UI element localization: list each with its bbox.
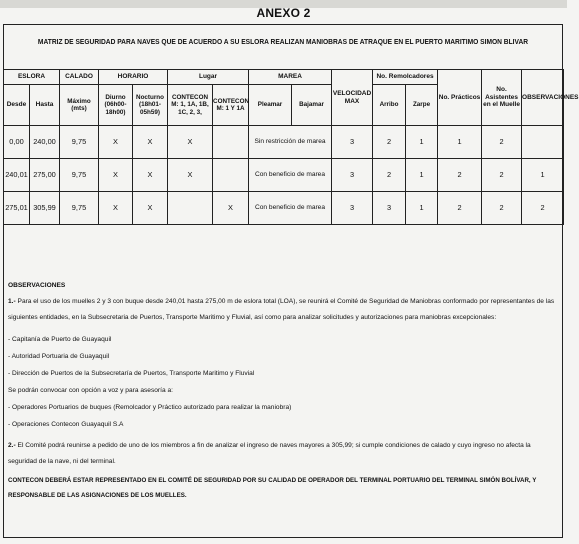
- cell-diurno: X: [99, 192, 133, 225]
- cell-observaciones: 2: [522, 192, 564, 225]
- cell-velocidad: 3: [332, 126, 373, 159]
- cell-diurno: X: [99, 126, 133, 159]
- observation-item-1: [8, 294, 556, 326]
- cell-contecon-2: [213, 159, 249, 192]
- observation-item-2-text: El Comité podrá reunirse a pedido de uno de los miembros a fin de analizar el ingreso de naves mayores a 305,99; si cumple condiciones de calado y cuyo ingreso no afecta la seguridad de la nave, ni del terminal.: [8, 442, 531, 465]
- cell-observaciones: [522, 126, 564, 159]
- cell-nocturno: X: [133, 192, 168, 225]
- invite-intro: Se podrán convocar con opción a voz y para asesoría a:: [8, 387, 173, 394]
- table-row: [4, 159, 564, 192]
- header-marea: MAREA: [249, 70, 332, 85]
- invitee-item: - Operaciones Contecon Guayaquil S.A: [8, 421, 124, 428]
- cell-practicos: 1: [438, 126, 482, 159]
- header-contecon-2: CONTECON M: 1 Y 1A: [213, 85, 249, 126]
- cell-asistentes: 2: [482, 159, 522, 192]
- cell-calado: 9,75: [60, 159, 99, 192]
- header-bajamar: Bajamar: [292, 85, 332, 126]
- header-observaciones: OBSERVACIONES: [522, 70, 564, 126]
- header-calado: CALADO: [60, 70, 99, 85]
- cell-contecon-1: X: [168, 159, 213, 192]
- header-hasta: Hasta: [30, 85, 60, 126]
- cell-desde: 275,01: [4, 192, 30, 225]
- cell-zarpe: 1: [406, 192, 438, 225]
- entity-item: - Dirección de Puertos de la Subsecretaría de Puertos, Transporte Maritimo y Fluvial: [8, 370, 255, 377]
- header-practicos: No. Prácticos: [438, 70, 482, 126]
- final-note: CONTECON DEBERÁ ESTAR REPRESENTADO EN EL COMITÉ DE SEGURIDAD POR SU CALIDAD DE OPERADOR DEL TERMINAL PORTUARIO DEL TERMINAL SIMÓN BOLÍVAR, Y RESPONSABLE DE LAS ASIGNACIONES DE LOS MUELLES.: [8, 477, 537, 499]
- observation-item-2: [8, 438, 556, 470]
- cell-velocidad: 3: [332, 159, 373, 192]
- header-maximo: Máximo (mts): [60, 85, 99, 126]
- cell-arribo: 2: [373, 159, 406, 192]
- cell-calado: 9,75: [60, 126, 99, 159]
- cell-asistentes: 2: [482, 192, 522, 225]
- cell-zarpe: 1: [406, 159, 438, 192]
- annex-title: ANEXO 2: [256, 6, 311, 20]
- security-matrix-table: [3, 69, 579, 225]
- cell-hasta: 305,99: [30, 192, 60, 225]
- cell-asistentes: 2: [482, 126, 522, 159]
- invitee-item: - Operadores Portuarios de buques (Remolcador y Práctico autorizado para realizar la maniobra): [8, 404, 292, 411]
- cell-zarpe: 1: [406, 126, 438, 159]
- cell-nocturno: X: [133, 126, 168, 159]
- header-zarpe: Zarpe: [406, 85, 438, 126]
- observation-item-2-number: 2.-: [8, 442, 16, 449]
- header-horario: HORARIO: [99, 70, 168, 85]
- cell-desde: 240,01: [4, 159, 30, 192]
- cell-practicos: 2: [438, 192, 482, 225]
- header-arribo: Arribo: [373, 85, 406, 126]
- header-asistentes: No. Asistentes en el Muelle: [482, 70, 522, 126]
- cell-practicos: 2: [438, 159, 482, 192]
- cell-contecon-2: X: [213, 192, 249, 225]
- cell-velocidad: 3: [332, 192, 373, 225]
- cell-contecon-2: [213, 126, 249, 159]
- cell-hasta: 240,00: [30, 126, 60, 159]
- table-row: [4, 192, 564, 225]
- cell-arribo: 3: [373, 192, 406, 225]
- header-desde: Desde: [4, 85, 30, 126]
- cell-arribo: 2: [373, 126, 406, 159]
- cell-nocturno: X: [133, 159, 168, 192]
- header-diurno: Diurno (06h00-18h00): [99, 85, 133, 126]
- header-lugar: Lugar: [168, 70, 249, 85]
- cell-marea: Sin restricción de marea: [249, 126, 332, 159]
- observations-title: OBSERVACIONES: [8, 282, 66, 289]
- cell-diurno: X: [99, 159, 133, 192]
- cell-contecon-1: [168, 192, 213, 225]
- header-contecon-1: CONTECON M: 1, 1A, 1B, 1C, 2, 3,: [168, 85, 213, 126]
- cell-contecon-1: X: [168, 126, 213, 159]
- header-eslora: ESLORA: [4, 70, 60, 85]
- header-pleamar: Pleamar: [249, 85, 292, 126]
- document-frame: [3, 24, 579, 538]
- cell-desde: 0,00: [4, 126, 30, 159]
- observations-section: [8, 275, 556, 503]
- entity-item: - Autoridad Portuaria de Guayaquil: [8, 353, 110, 360]
- header-velocidad: VELOCIDAD MAX: [332, 70, 373, 126]
- cell-marea: Con beneficio de marea: [249, 159, 332, 192]
- cell-marea: Con beneficio de marea: [249, 192, 332, 225]
- cell-calado: 9,75: [60, 192, 99, 225]
- matrix-title: MATRIZ DE SEGURIDAD PARA NAVES QUE DE ACUERDO A SU ESLORA REALIZAN MANIOBRAS DE ATRAQUE EN EL PUERTO MARITIMO SIMON BLIVAR: [37, 39, 529, 46]
- header-nocturno: Nocturno (18h01-05h59): [133, 85, 168, 126]
- cell-hasta: 275,00: [30, 159, 60, 192]
- header-remolcadores: No. Remolcadores: [373, 70, 438, 85]
- table-row: [4, 126, 564, 159]
- entity-item: - Capitanía de Puerto de Guayaquil: [8, 336, 112, 343]
- observation-item-1-number: 1.-: [8, 298, 16, 305]
- observation-item-1-text: Para el uso de los muelles 2 y 3 con buque desde 240,01 hasta 275,00 m de eslora total (LOA), se reunirá el Comité de Seguridad de Maniobras conformado por representantes de las siguientes entidades, en la Subsecretaria de Puertos, Transporte Maritimo y Fluvial, así como para analizar solicitudes y autorizaciones para maniobras excepcionales:: [8, 298, 555, 321]
- header-row-group: [4, 70, 564, 85]
- cell-observaciones: 1: [522, 159, 564, 192]
